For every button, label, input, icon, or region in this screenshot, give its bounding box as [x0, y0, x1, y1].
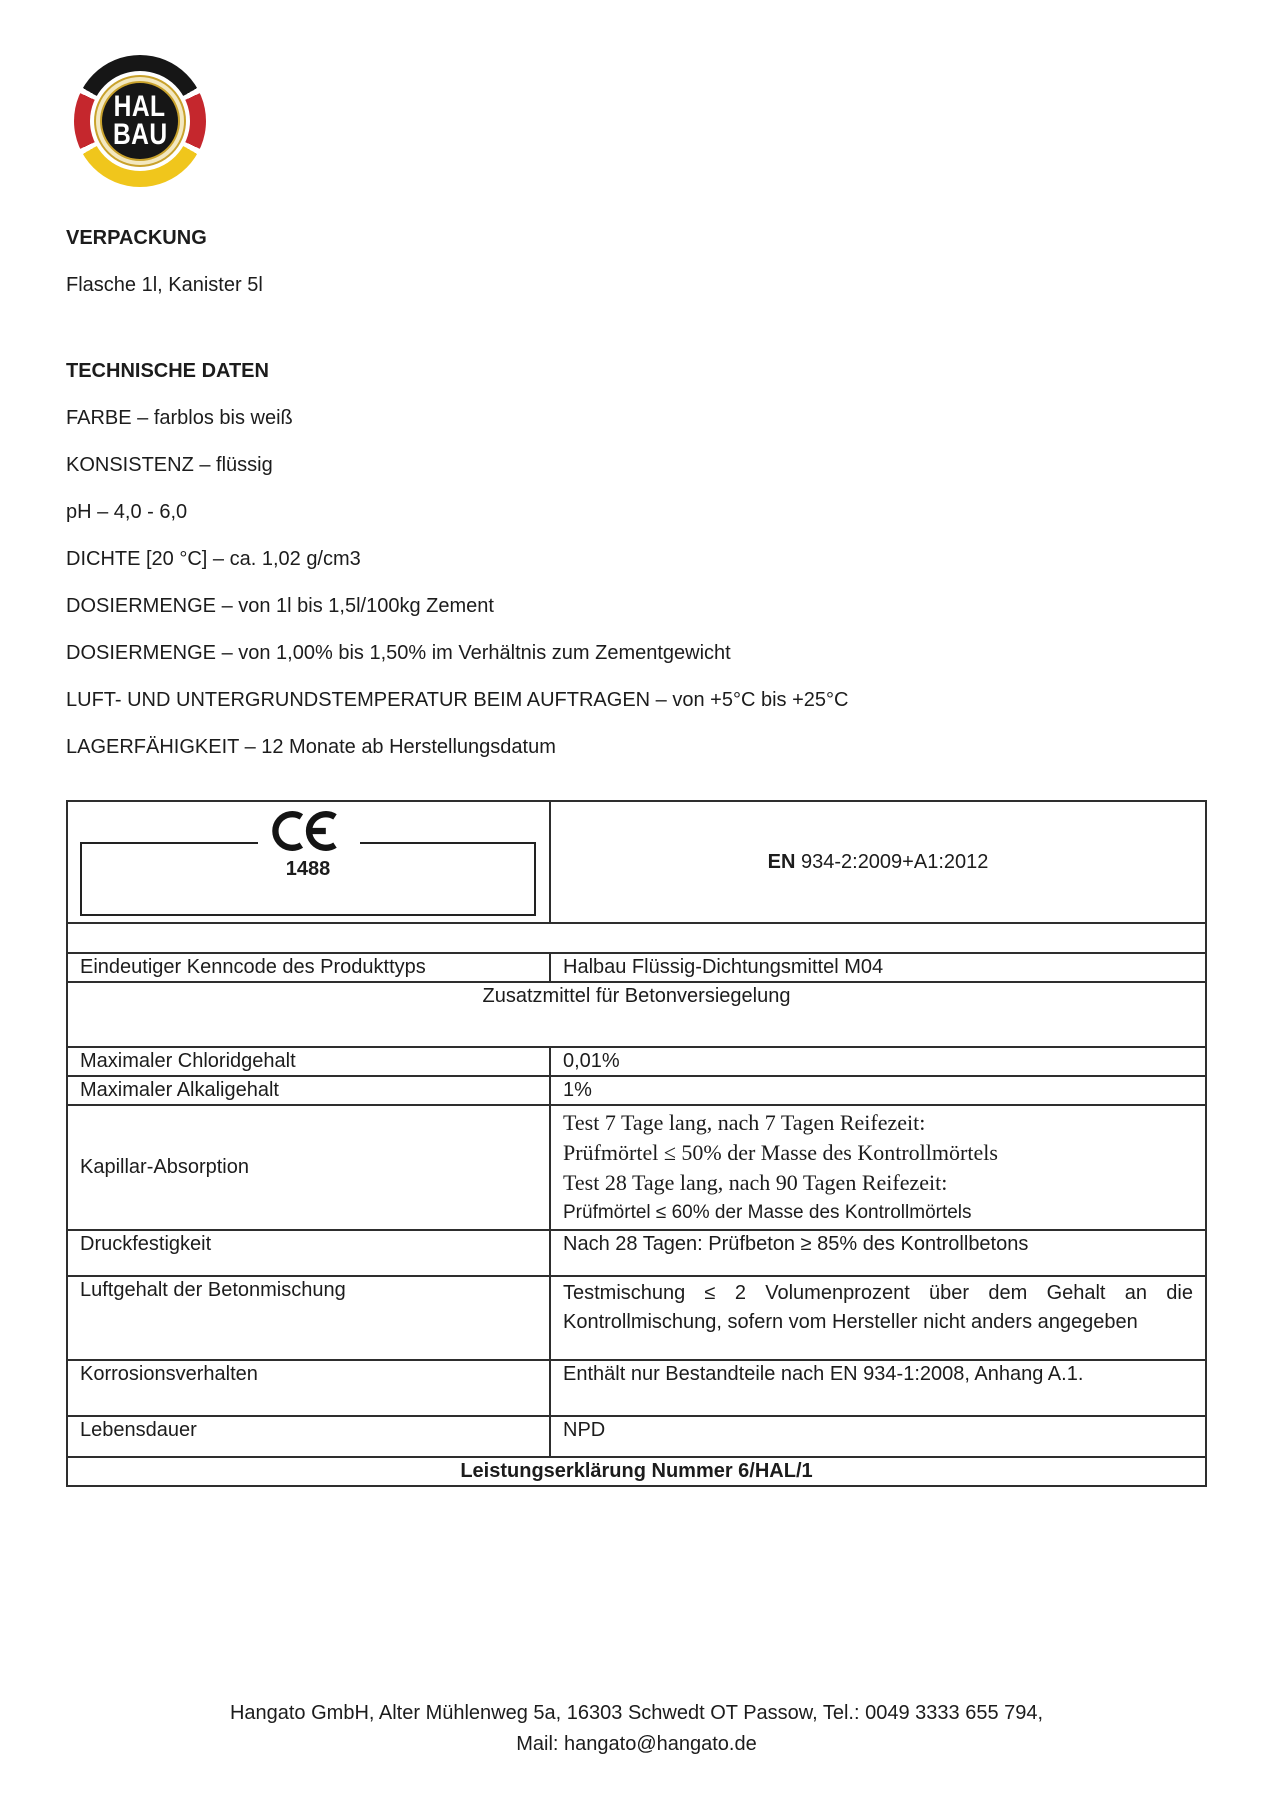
norm-cell	[550, 801, 1206, 923]
tech-line-dosiermenge-2: DOSIERMENGE – von 1,00% bis 1,50% im Verhältnis zum Zementgewicht	[66, 642, 731, 664]
product-type-row	[67, 982, 1206, 1047]
druckfestigkeit-label: Druckfestigkeit	[67, 1230, 550, 1276]
tech-line-dosiermenge-1: DOSIERMENGE – von 1l bis 1,5l/100kg Zement	[66, 595, 494, 617]
kapillar-line-4: Prüfmörtel ≤ 60% der Masse des Kontrollmörtels	[563, 1202, 972, 1223]
tech-line-farbe: FARBE – farblos bis weiß	[66, 407, 293, 429]
norm-number: 934-2:2009+A1:2012	[795, 850, 989, 873]
alkali-label: Maximaler Alkaligehalt	[67, 1076, 550, 1105]
kapillar-line-3: Test 28 Tage lang, nach 90 Tagen Reifezeit:	[563, 1170, 948, 1195]
footer-mail-line: Mail: hangato@hangato.de	[516, 1733, 757, 1755]
chlorid-row	[67, 1047, 1206, 1076]
tech-line-temperatur: LUFT- UND UNTERGRUNDSTEMPERATUR BEIM AUFTRAGEN – von +5°C bis +25°C	[66, 689, 849, 711]
kapillar-value	[550, 1105, 1206, 1230]
chlorid-value: 0,01%	[550, 1047, 1206, 1076]
norm-prefix: EN	[767, 850, 796, 873]
luftgehalt-row	[67, 1276, 1206, 1360]
alkali-value: 1%	[550, 1076, 1206, 1105]
ce-cell	[67, 801, 550, 923]
notified-body-number: 1488	[285, 858, 331, 880]
declaration-number: Leistungserklärung Nummer 6/HAL/1	[67, 1457, 1206, 1486]
druckfestigkeit-value: Nach 28 Tagen: Prüfbeton ≥ 85% des Kontrollbetons	[550, 1230, 1206, 1276]
product-type: Zusatzmittel für Betonversiegelung	[67, 982, 1206, 1047]
verpackung-content: Flasche 1l, Kanister 5l	[66, 274, 263, 296]
declaration-of-performance-table	[66, 800, 1207, 1487]
lebensdauer-label: Lebensdauer	[67, 1416, 550, 1457]
document-footer	[0, 1698, 1273, 1760]
logo-text-hal: HAL	[114, 90, 166, 123]
declaration-row	[67, 1457, 1206, 1486]
footer-address-line: Hangato GmbH, Alter Mühlenweg 5a, 16303 Schwedt OT Passow, Tel.: 0049 3333 655 794,	[229, 1702, 1044, 1724]
alkali-row	[67, 1076, 1206, 1105]
kapillar-label: Kapillar-Absorption	[67, 1105, 550, 1230]
tech-line-konsistenz: KONSISTENZ – flüssig	[66, 454, 273, 476]
kapillar-line-2: Prüfmörtel ≤ 50% der Masse des Kontrollmörtels	[563, 1140, 998, 1165]
verpackung-heading: VERPACKUNG	[66, 227, 207, 249]
korrosion-label: Korrosionsverhalten	[67, 1360, 550, 1416]
ce-row	[67, 801, 1206, 923]
spacer-cell	[67, 923, 1206, 953]
lebensdauer-row	[67, 1416, 1206, 1457]
luftgehalt-label: Luftgehalt der Betonmischung	[67, 1276, 550, 1360]
spacer-row	[67, 923, 1206, 953]
kapillar-row	[67, 1105, 1206, 1230]
document-content	[66, 0, 1206, 1487]
technische-daten-heading: TECHNISCHE DATEN	[66, 360, 269, 382]
kenncode-value: Halbau Flüssig-Dichtungsmittel M04	[550, 953, 1206, 982]
korrosion-value: Enthält nur Bestandteile nach EN 934-1:2008, Anhang A.1.	[550, 1360, 1206, 1416]
korrosion-row	[67, 1360, 1206, 1416]
ce-mark-icon	[258, 808, 360, 854]
lebensdauer-value: NPD	[550, 1416, 1206, 1457]
tech-line-dichte: DICHTE [20 °C] – ca. 1,02 g/cm3	[66, 548, 361, 570]
kapillar-line-1: Test 7 Tage lang, nach 7 Tagen Reifezeit:	[563, 1110, 926, 1135]
kenncode-label: Eindeutiger Kenncode des Produkttyps	[67, 953, 550, 982]
tech-line-ph: pH – 4,0 - 6,0	[66, 501, 188, 523]
chlorid-label: Maximaler Chloridgehalt	[67, 1047, 550, 1076]
kenncode-row	[67, 953, 1206, 982]
tech-line-lagerfaehigkeit: LAGERFÄHIGKEIT – 12 Monate ab Herstellungsdatum	[66, 736, 556, 758]
logo-text-bau: BAU	[112, 118, 168, 151]
luftgehalt-value: Testmischung ≤ 2 Volumenprozent über dem Gehalt an die Kontrollmischung, sofern vom Hersteller nicht anders angegeben	[550, 1276, 1206, 1360]
druckfestigkeit-row	[67, 1230, 1206, 1276]
